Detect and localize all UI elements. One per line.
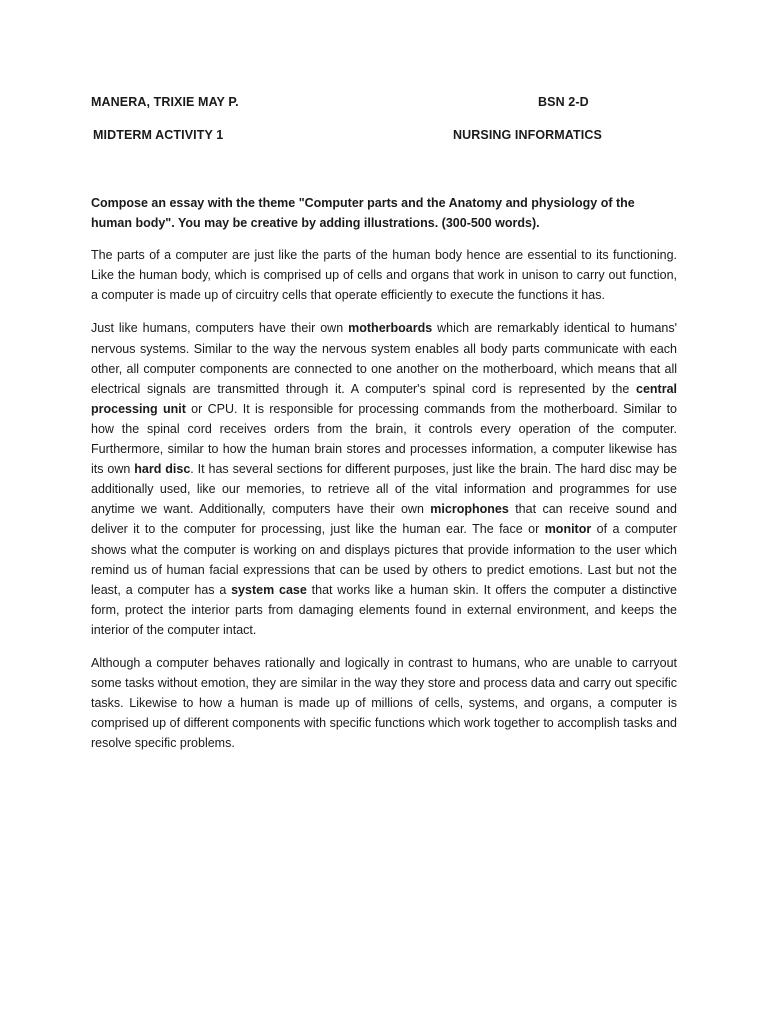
term-microphones: microphones <box>430 502 509 517</box>
paragraph-2-text: of a computer shows what the computer is working on and displays pictures that provide information to the user which remind us of human facial expressions that can be used by others to predict emotions. Last but not the least, a computer has a <box>91 522 677 597</box>
paragraph-2 <box>91 318 677 640</box>
activity-title: MIDTERM ACTIVITY 1 <box>93 128 224 142</box>
student-name: MANERA, TRIXIE MAY P. <box>91 95 239 109</box>
paragraph-2-text: that can receive sound and deliver it to the computer for processing, just like the human ear. The face or <box>91 502 677 537</box>
subject-label: NURSING INFORMATICS <box>453 128 602 142</box>
term-motherboards: motherboards <box>348 321 433 336</box>
paragraph-2-text: which are remarkably identical to humans' nervous systems. Similar to the way the nervous system enables all body parts communicate with each other, all computer components are connected to one another on the motherboard, which means that all electrical signals are transmitted through it. A computer's spinal cord is represented by the <box>91 321 678 396</box>
paragraph-2-text: Just like humans, computers have their own <box>91 321 349 336</box>
term-cpu: central processing unit <box>91 381 677 416</box>
essay-prompt: Compose an essay with the theme "Computer parts and the Anatomy and physiology of the human body". You may be creative by adding illustrations. (300-500 words). <box>91 196 635 231</box>
essay-body <box>91 193 677 766</box>
paragraph-2-text: or CPU. It is responsible for processing commands from the motherboard. Similar to how the spinal cord receives orders from the brain, it controls every operation of the computer. Furthermore, similar to how the human brain stores and processes information, a computer likewise has its own <box>91 401 677 477</box>
paragraph-3: Although a computer behaves rationally and logically in contrast to humans, who are unable to carryout some tasks without emotion, they are similar in the way they store and process data and carry out specific tasks. Likewise to how a human is made up of millions of cells, systems, and organs, a computer is comprised up of different components with specific functions which work together to accomplish tasks and resolve specific problems. <box>91 655 677 751</box>
term-monitor: monitor <box>544 522 592 537</box>
term-hard-disc: hard disc <box>134 462 191 477</box>
section-label: BSN 2-D <box>538 95 589 109</box>
paragraph-1: The parts of a computer are just like the parts of the human body hence are essential to its functioning. Like the human body, which is comprised up of cells and organs that work in unison to carry out function, a computer is made up of circuitry cells that operate efficiently to execute the functions it has. <box>91 248 677 303</box>
term-system-case: system case <box>231 582 307 597</box>
paragraph-2-text: that works like a human skin. It offers the computer a distinctive form, protect the interior parts from damaging elements found in external environment, and keeps the interior of the computer intact. <box>91 582 677 637</box>
paragraph-2-text: . It has several sections for different purposes, just like the brain. The hard disc may be additionally used, like our memories, to retrieve all of the vital information and programmes for use anytime we want. Additionally, computers have their own <box>91 462 677 517</box>
